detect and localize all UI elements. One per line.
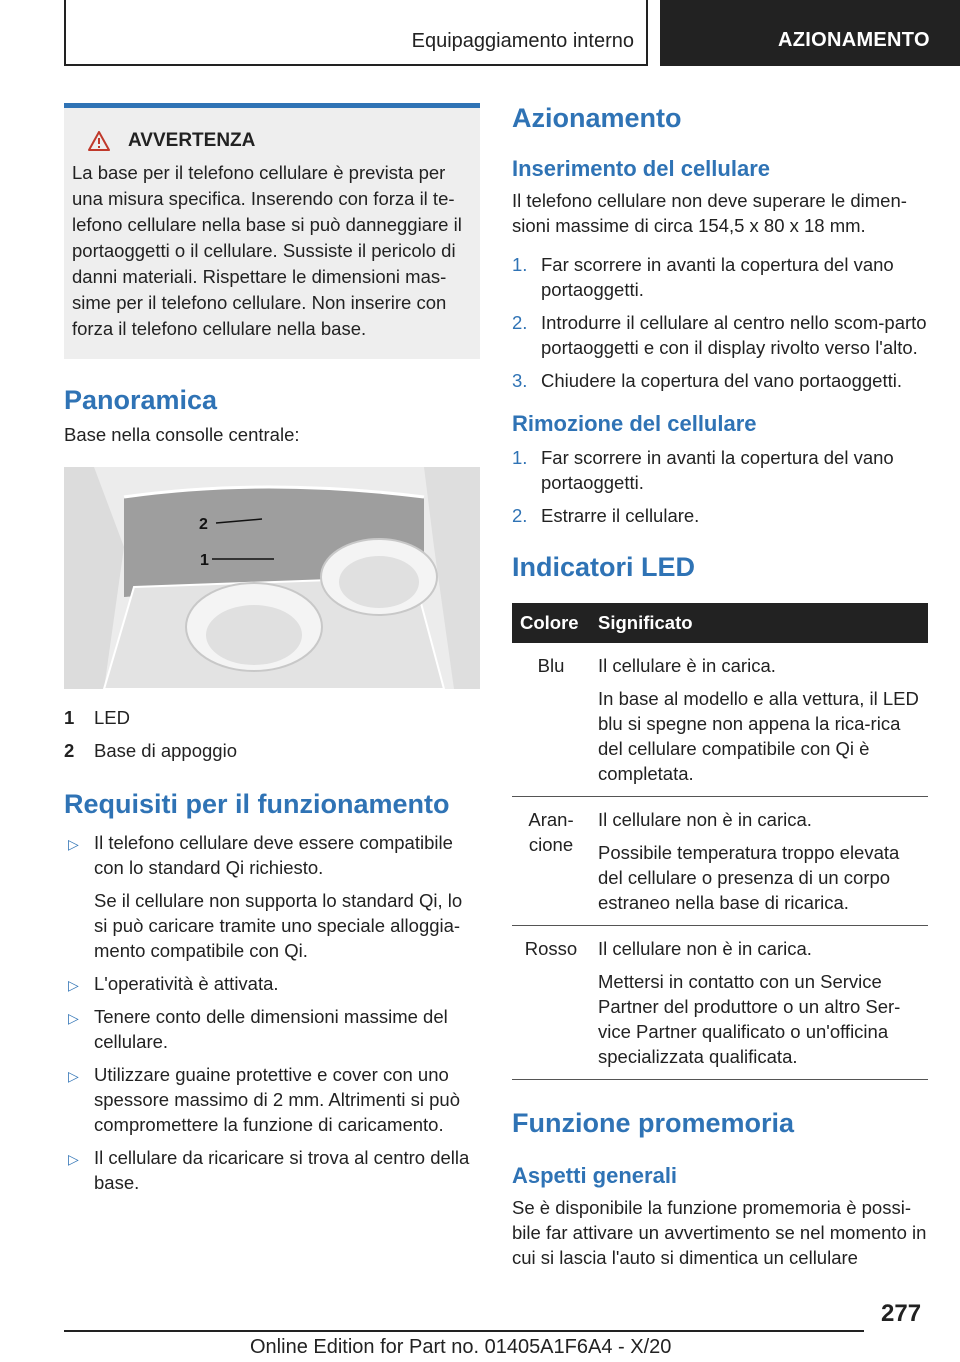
- panoramica-heading: Panoramica: [64, 385, 218, 415]
- step-text: Far scorrere in avanti la copertura del vano portaoggetti.: [541, 447, 894, 493]
- step-item: [512, 252, 928, 302]
- inserimento-heading: Inserimento del cellulare: [512, 156, 770, 181]
- header-chapter-title: AZIONAMENTO: [778, 29, 930, 51]
- list-item-text: Il telefono cellulare deve essere compatibile con lo standard Qi richiesto.: [94, 832, 453, 878]
- step-item: [512, 503, 928, 528]
- step-item: [512, 445, 928, 495]
- inserimento-steps: [512, 252, 928, 393]
- led-color-cell: Blu: [512, 643, 590, 797]
- legend-label: Base di appoggio: [94, 740, 237, 761]
- table-row: [512, 643, 928, 797]
- legend-num: 2: [64, 740, 75, 761]
- list-item-subtext: Se il cellulare non supporta lo standard Qi, lo si può caricare tramite uno speciale alloggia-mento compatibile con Qi.: [94, 890, 463, 961]
- callout-2: 2: [199, 516, 208, 533]
- header-chapter-box: [660, 0, 960, 66]
- table-row: [512, 797, 928, 926]
- image-legend: [64, 701, 480, 767]
- rimozione-heading: Rimozione del cellulare: [512, 411, 757, 436]
- legend-num: 1: [64, 707, 75, 728]
- left-column: [64, 103, 480, 1203]
- led-meaning-line: Il cellulare non è in carica.: [598, 809, 812, 830]
- step-text: Estrarre il cellulare.: [541, 505, 700, 526]
- callout-1: 1: [200, 552, 209, 569]
- footer-divider: [64, 1330, 864, 1332]
- column-header-colore: Colore: [512, 603, 590, 643]
- step-item: [512, 368, 928, 393]
- led-meaning-cell: [590, 926, 928, 1080]
- footer-edition: Online Edition for Part no. 01405A1F6A4 - X/20: [250, 1336, 672, 1358]
- bullet-triangle-icon: ▷: [68, 1068, 79, 1084]
- list-item: [64, 1145, 480, 1195]
- warning-box: [64, 103, 480, 359]
- legend-label: LED: [94, 707, 130, 728]
- list-item-text: Tenere conto delle dimensioni massime del cellulare.: [94, 1006, 448, 1052]
- led-table: [512, 603, 928, 1080]
- led-meaning-line: Mettersi in contatto con un Service Partner del produttore o un altro Ser-vice Partner qualificato o un'officina specializzata qualificata.: [598, 971, 901, 1067]
- legend-item: [64, 734, 480, 767]
- aspetti-heading: Aspetti generali: [512, 1163, 678, 1188]
- bullet-triangle-icon: ▷: [68, 836, 79, 852]
- warning-title-row: [72, 130, 472, 152]
- led-color-cell: Rosso: [512, 926, 590, 1080]
- bullet-triangle-icon: ▷: [68, 977, 79, 993]
- bullet-triangle-icon: ▷: [68, 1010, 79, 1026]
- console-illustration: [64, 467, 480, 689]
- legend-item: [64, 701, 480, 734]
- column-header-significato: Significato: [590, 603, 928, 643]
- inserimento-intro: Il telefono cellulare non deve superare le dimen-sioni massime di circa 154,5 x 80 x 18 mm.: [512, 190, 907, 236]
- led-color-cell: Aran-cione: [512, 797, 590, 926]
- step-number: 2.: [512, 505, 528, 526]
- page-number: 277: [881, 1300, 922, 1327]
- promemoria-heading: Funzione promemoria: [512, 1108, 795, 1138]
- list-item: [64, 1062, 480, 1137]
- step-number: 2.: [512, 312, 528, 333]
- list-item: [64, 1004, 480, 1054]
- warning-text: La base per il telefono cellulare è prevista per una misura specifica. Inserendo con forza il te-lefono cellulare nella base si può danneggiare il portaoggetti o il cellulare. Sussiste il pericolo di danni materiali. Rispettare le dimensioni mas-sime per il telefono cellulare. Non inserire con forza il telefono cellulare nella base.: [72, 162, 462, 339]
- warning-title: AVVERTENZA: [128, 130, 256, 151]
- requisiti-heading: Requisiti per il funzionamento: [64, 789, 450, 819]
- step-text: Introdurre il cellulare al centro nello scom-parto portaoggetti e con il display rivolto verso l'alto.: [541, 312, 927, 358]
- led-meaning-line: In base al modello e alla vettura, il LED blu si spegne non appena la rica-rica del cellulare compatibile con Qi è completata.: [598, 688, 919, 784]
- step-text: Chiudere la copertura del vano portaoggetti.: [541, 370, 902, 391]
- list-item-text: Utilizzare guaine protettive e cover con uno spessore massimo di 2 mm. Altrimenti si può compromettere la funzione di caricamento.: [94, 1064, 461, 1135]
- panoramica-intro: Base nella consolle centrale:: [64, 424, 300, 445]
- table-row: [512, 926, 928, 1080]
- led-meaning-line: Il cellulare non è in carica.: [598, 938, 812, 959]
- console-drawing: [64, 467, 480, 689]
- rimozione-steps: [512, 445, 928, 528]
- led-meaning-line: Il cellulare è in carica.: [598, 655, 776, 676]
- step-number: 1.: [512, 254, 528, 275]
- list-item-text: L'operatività è attivata.: [94, 973, 279, 994]
- header-section-title: Equipaggiamento interno: [411, 30, 634, 52]
- step-item: [512, 310, 928, 360]
- step-number: 3.: [512, 370, 528, 391]
- promemoria-text: Se è disponibile la funzione promemoria è possi-bile far attivare un avvertimento se nel momento in cui si lascia l'auto si dimentica un cellulare: [512, 1197, 927, 1268]
- list-item: [64, 971, 480, 996]
- warning-triangle-icon: [88, 131, 110, 151]
- list-item: [64, 830, 480, 963]
- led-meaning-cell: [590, 797, 928, 926]
- led-heading: Indicatori LED: [512, 552, 696, 582]
- table-header-row: [512, 603, 928, 643]
- led-meaning-cell: [590, 643, 928, 797]
- step-number: 1.: [512, 447, 528, 468]
- right-column: [512, 103, 928, 1270]
- step-text: Far scorrere in avanti la copertura del vano portaoggetti.: [541, 254, 894, 300]
- list-item-text: Il cellulare da ricaricare si trova al centro della base.: [94, 1147, 470, 1193]
- header-section-box: [64, 0, 648, 66]
- led-meaning-line: Possibile temperatura troppo elevata del cellulare o presenza di un corpo estraneo nella base di ricarica.: [598, 842, 900, 913]
- bullet-triangle-icon: ▷: [68, 1151, 79, 1167]
- requisiti-list: [64, 830, 480, 1195]
- azionamento-heading: Azionamento: [512, 103, 682, 133]
